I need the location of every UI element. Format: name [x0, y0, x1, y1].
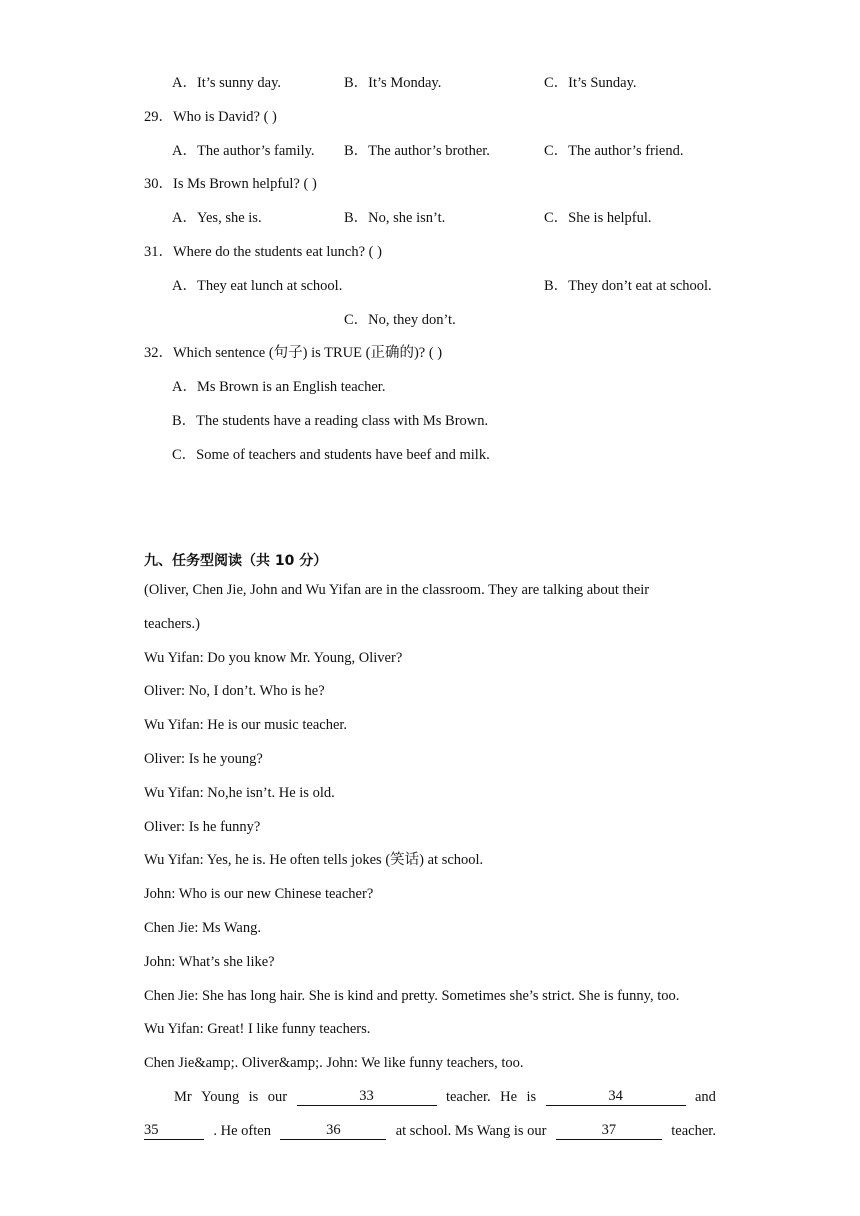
summary-word: and — [695, 1089, 716, 1105]
q30-option-c: C．She is helpful. — [544, 210, 652, 226]
summary-word: He — [500, 1089, 518, 1105]
dialogue-line: Chen Jie&amp;. Oliver&amp;. John: We like funny teachers, too. — [144, 1055, 524, 1071]
summary-line-1 — [144, 1088, 716, 1106]
q28-option-a: A．It’s sunny day. — [172, 75, 282, 91]
q28-option-b: B．It’s Monday. — [344, 75, 442, 91]
dialogue-line: Chen Jie: Ms Wang. — [144, 920, 261, 936]
q31-option-c: C．No, they don’t. — [344, 312, 456, 328]
blank-37[interactable]: 37 — [556, 1122, 662, 1140]
blank-35[interactable]: 35 — [144, 1122, 204, 1140]
summary-word: is — [248, 1089, 259, 1105]
dialogue-line: John: Who is our new Chinese teacher? — [144, 886, 374, 902]
q32-option-c: C．Some of teachers and students have beef and milk. — [172, 447, 490, 463]
summary-text: . He often — [213, 1123, 271, 1139]
q31-option-a: A．They eat lunch at school. — [172, 278, 343, 294]
dialogue-line: Oliver: Is he young? — [144, 751, 263, 767]
summary-line-2 — [144, 1122, 716, 1140]
dialogue-line: Chen Jie: She has long hair. She is kind and pretty. Sometimes she’s strict. She is funny, too. — [144, 988, 680, 1004]
blank-34[interactable]: 34 — [546, 1088, 686, 1106]
summary-word: our — [267, 1089, 288, 1105]
intro-line-1: (Oliver, Chen Jie, John and Wu Yifan are in the classroom. They are talking about their — [144, 582, 650, 598]
q29-option-a: A．The author’s family. — [172, 143, 315, 159]
q29-stem: 29．Who is David? ( ) — [144, 109, 277, 125]
q31-option-b: B．They don’t eat at school. — [544, 278, 712, 294]
q30-option-a: A．Yes, she is. — [172, 210, 262, 226]
summary-word: is — [526, 1089, 537, 1105]
q28-option-c: C．It’s Sunday. — [544, 75, 637, 91]
dialogue-line: Wu Yifan: He is our music teacher. — [144, 717, 348, 733]
summary-word: Mr — [174, 1089, 192, 1105]
summary-word: teacher. — [445, 1089, 491, 1105]
intro-line-2: teachers.) — [144, 616, 200, 632]
summary-text: at school. Ms Wang is our — [395, 1123, 547, 1139]
dialogue-line: Wu Yifan: Do you know Mr. Young, Oliver? — [144, 650, 403, 666]
blank-36[interactable]: 36 — [280, 1122, 386, 1140]
q32-stem: 32．Which sentence (句子) is TRUE (正确的)? ( ) — [144, 345, 443, 361]
dialogue-line: Oliver: Is he funny? — [144, 819, 261, 835]
summary-text: teacher. — [671, 1123, 716, 1139]
q31-stem: 31．Where do the students eat lunch? ( ) — [144, 244, 382, 260]
q29-option-b: B．The author’s brother. — [344, 143, 490, 159]
dialogue-line: Wu Yifan: Great! I like funny teachers. — [144, 1021, 371, 1037]
section-heading: 九、任务型阅读（共 10 分） — [144, 553, 328, 569]
q29-option-c: C．The author’s friend. — [544, 143, 684, 159]
q30-stem: 30．Is Ms Brown helpful? ( ) — [144, 176, 317, 192]
dialogue-line: Wu Yifan: Yes, he is. He often tells jokes (笑话) at school. — [144, 852, 484, 868]
dialogue-line: Oliver: No, I don’t. Who is he? — [144, 683, 325, 699]
blank-33[interactable]: 33 — [297, 1088, 437, 1106]
dialogue-line: Wu Yifan: No,he isn’t. He is old. — [144, 785, 335, 801]
dialogue-line: John: What’s she like? — [144, 954, 275, 970]
summary-word: Young — [201, 1089, 240, 1105]
q30-option-b: B．No, she isn’t. — [344, 210, 446, 226]
q32-option-a: A．Ms Brown is an English teacher. — [172, 379, 386, 395]
q32-option-b: B．The students have a reading class with Ms Brown. — [172, 413, 489, 429]
